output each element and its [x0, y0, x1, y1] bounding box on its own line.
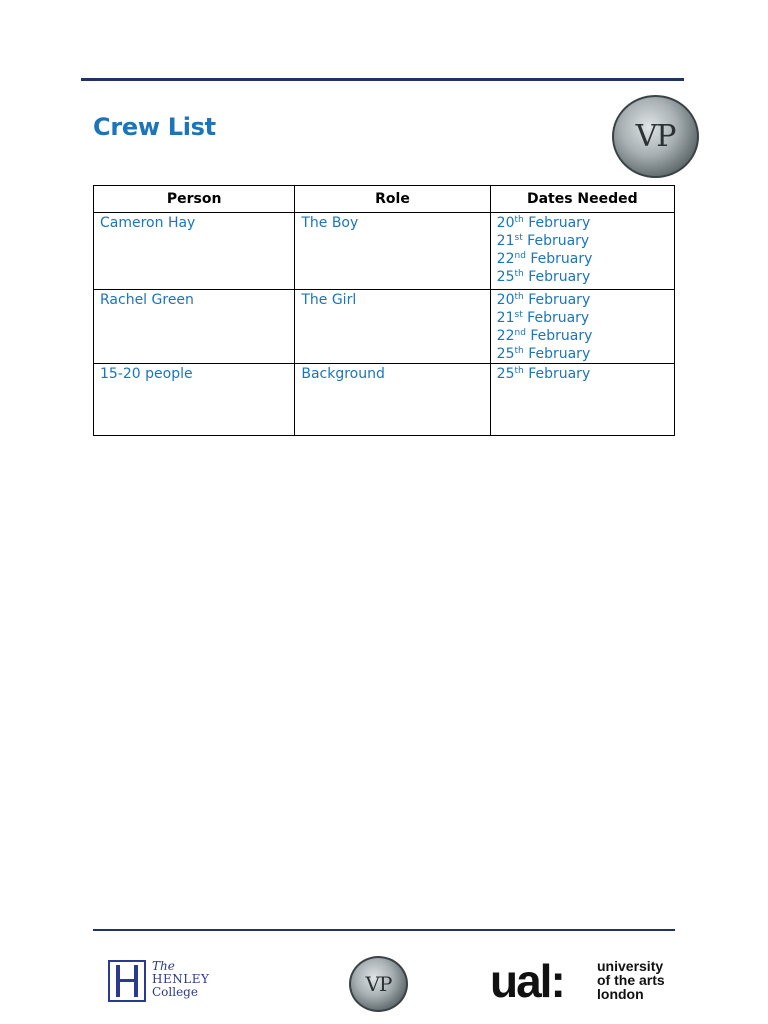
- date-suffix: nd: [514, 328, 526, 338]
- date-line: [497, 250, 668, 268]
- date-month: February: [528, 269, 591, 285]
- table-row: [94, 213, 675, 290]
- table-header-row: [94, 186, 675, 213]
- vp-logo-text: VP: [635, 119, 676, 154]
- date-suffix: th: [514, 366, 524, 376]
- date-suffix: nd: [514, 251, 526, 261]
- table-row: [94, 364, 675, 436]
- date-day: 25: [496, 346, 515, 362]
- date-line: [497, 365, 668, 383]
- ual-line: london: [597, 986, 644, 1002]
- person-cell: 15-20 people: [94, 364, 295, 436]
- ual-line: university: [597, 958, 664, 974]
- date-line: [497, 291, 668, 309]
- person-cell: Rachel Green: [94, 290, 295, 364]
- dates-cell: [490, 213, 674, 290]
- page-title: Crew List: [93, 113, 216, 141]
- date-line: [497, 268, 668, 286]
- date-month: February: [530, 251, 593, 267]
- vp-footer-logo-text: VP: [365, 972, 392, 996]
- ual-mark: ual:: [490, 955, 564, 1007]
- dates-cell: [490, 364, 674, 436]
- date-month: February: [530, 328, 593, 344]
- date-suffix: th: [514, 292, 524, 302]
- dates-cell: [490, 290, 674, 364]
- header-person: Person: [94, 186, 295, 213]
- date-line: [497, 214, 668, 232]
- date-month: February: [527, 233, 590, 249]
- ual-line: of the arts: [597, 972, 665, 988]
- henley-logo-line: The: [152, 959, 175, 973]
- date-month: February: [528, 215, 591, 231]
- date-line: [497, 232, 668, 250]
- date-suffix: th: [514, 346, 524, 356]
- crew-table: [93, 185, 675, 436]
- date-line: [497, 327, 668, 345]
- role-cell: The Boy: [295, 213, 490, 290]
- date-day: 21: [496, 310, 515, 326]
- date-day: 22: [496, 251, 515, 267]
- date-day: 20: [496, 215, 515, 231]
- date-month: February: [528, 346, 591, 362]
- top-divider: [81, 78, 684, 81]
- ual-logo: [490, 957, 680, 1007]
- date-suffix: th: [514, 269, 524, 279]
- henley-h-icon: [108, 960, 146, 1002]
- table-row: [94, 290, 675, 364]
- date-day: 22: [496, 328, 515, 344]
- date-month: February: [527, 310, 590, 326]
- vp-footer-logo: [349, 956, 408, 1012]
- date-line: [497, 309, 668, 327]
- date-day: 25: [496, 269, 515, 285]
- role-cell: Background: [295, 364, 490, 436]
- ual-wordmark: [597, 959, 665, 1001]
- header-role: Role: [295, 186, 490, 213]
- henley-logo-line: HENLEY: [152, 972, 210, 986]
- date-month: February: [528, 366, 591, 382]
- henley-logo-line: College: [152, 985, 198, 999]
- date-line: [497, 345, 668, 363]
- date-suffix: st: [514, 233, 523, 243]
- henley-college-logo: [108, 960, 218, 1004]
- henley-logo-text: [152, 960, 209, 999]
- date-month: February: [528, 292, 591, 308]
- date-day: 20: [496, 292, 515, 308]
- bottom-divider: [93, 929, 675, 931]
- date-day: 21: [496, 233, 515, 249]
- role-cell: The Girl: [295, 290, 490, 364]
- vp-logo: [612, 95, 699, 178]
- date-suffix: st: [514, 310, 523, 320]
- date-suffix: th: [514, 215, 524, 225]
- date-day: 25: [496, 366, 515, 382]
- person-cell: Cameron Hay: [94, 213, 295, 290]
- header-dates-needed: Dates Needed: [490, 186, 674, 213]
